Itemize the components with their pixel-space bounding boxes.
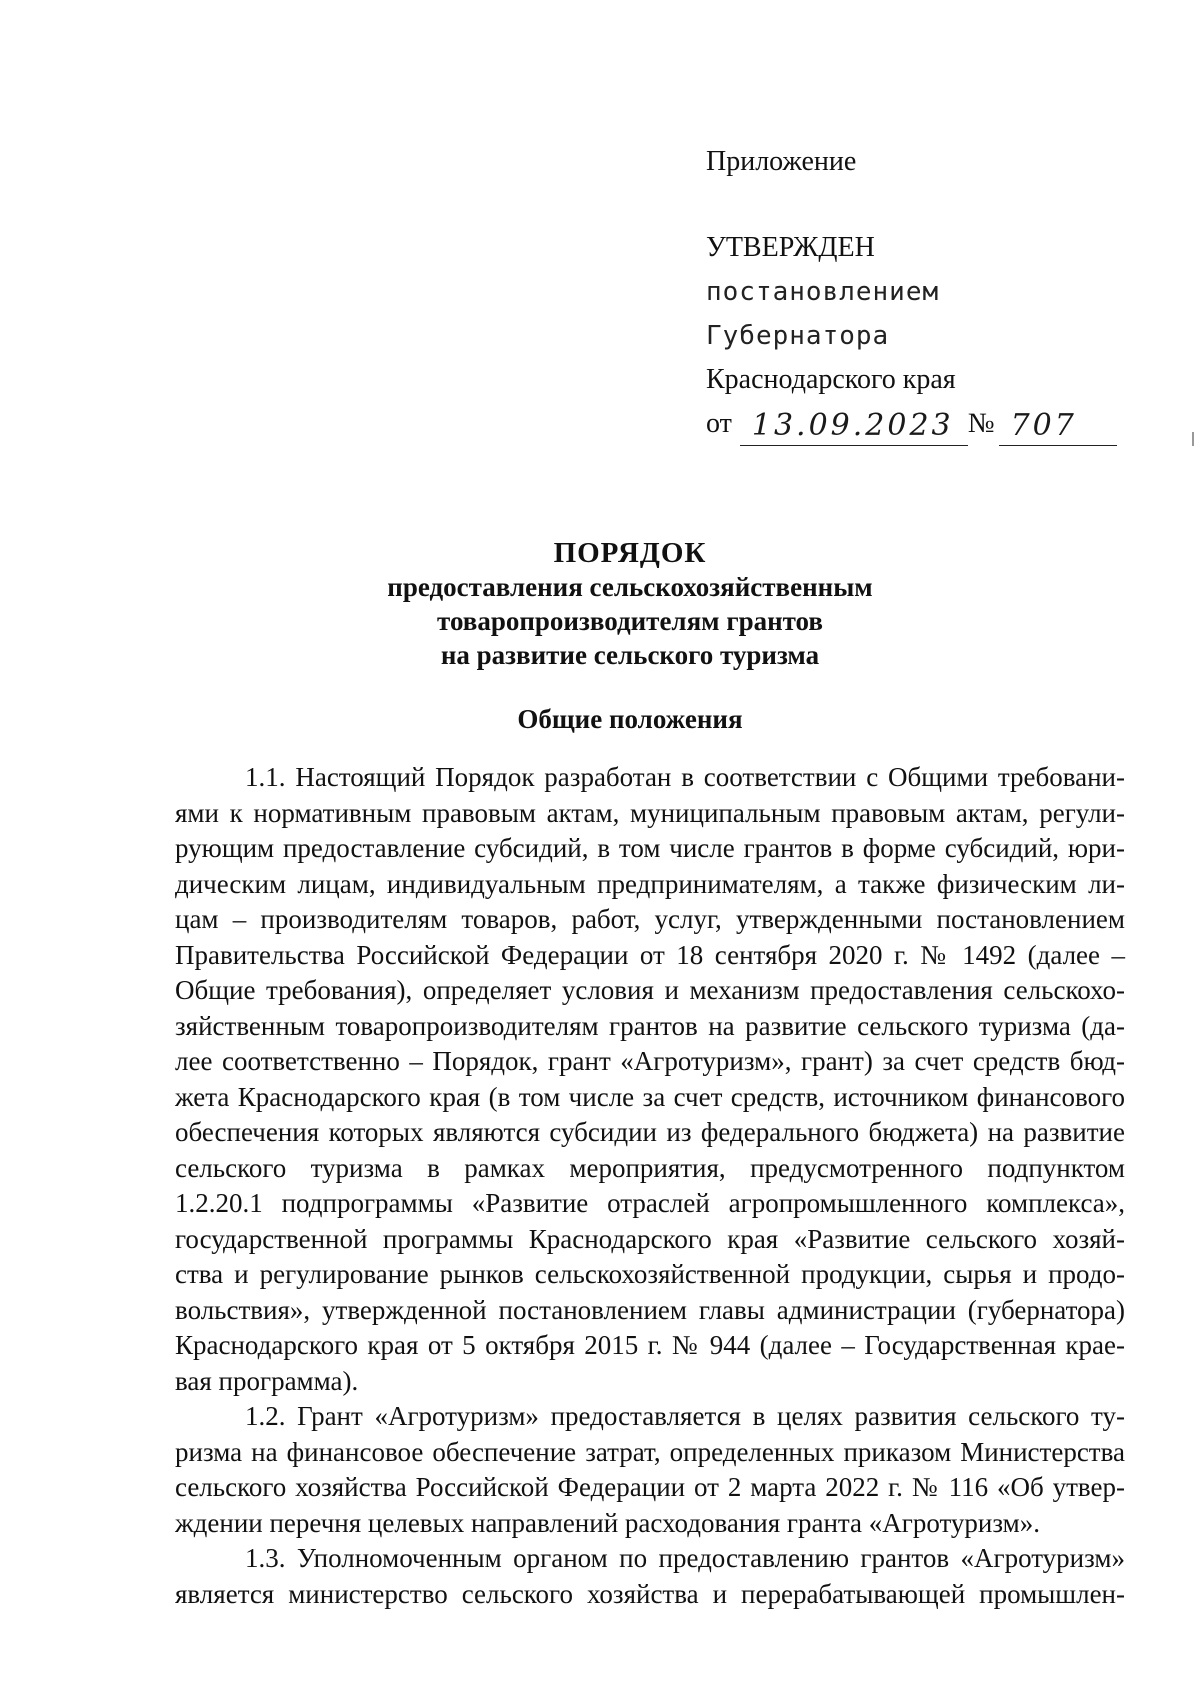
body-line: 1.2. Грант «Агротуризм» предоставляется в целях развития сельского ту-: [245, 1401, 1125, 1431]
body-line: ризма на финансовое обеспечение затрат, определенных приказом Министерства: [175, 1436, 1125, 1467]
document-subtitle-line-1: предоставления сельскохозяйственным: [387, 572, 873, 602]
from-label: от: [706, 408, 732, 439]
body-text: [175, 760, 1125, 1612]
handwritten-date: 13.09.2023: [740, 407, 968, 446]
number-label: №: [967, 408, 995, 439]
document-subtitle-line-2: товаропроизводителям грантов: [437, 606, 823, 636]
body-line: сельского туризма в рамках мероприятия, предусмотренного подпунктом: [175, 1152, 1125, 1183]
body-line: государственной программы Краснодарского края «Развитие сельского хозяй-: [175, 1223, 1125, 1254]
body-line: является министерство сельского хозяйства и перерабатывающей промышлен-: [175, 1578, 1125, 1609]
body-line: цам – производителям товаров, работ, услуг, утвержденными постановлением: [175, 904, 1125, 934]
scan-margin-mark: [1192, 432, 1194, 446]
body-line: зяйственным товаропроизводителям грантов на развитие сельского туризма (да-: [175, 1010, 1125, 1041]
governor-label: Губернатора: [706, 321, 890, 351]
body-line: Правительства Российской Федерации от 18 сентября 2020 г. № 1492 (далее –: [175, 939, 1125, 970]
section-heading: Общие положения: [517, 704, 743, 734]
body-line: 1.3. Уполномоченным органом по предоставлению грантов «Агротуризм»: [245, 1543, 1125, 1573]
appendix-label: Приложение: [706, 146, 857, 177]
decree-date-number: [706, 402, 1146, 446]
body-line: ства и регулирование рынков сельскохозяйственной продукции, сырья и продо-: [175, 1259, 1125, 1289]
handwritten-number: 707: [999, 407, 1117, 446]
document-title: ПОРЯДОК: [553, 537, 707, 569]
body-line: рующим предоставление субсидий, в том числе грантов в форме субсидий, юри-: [175, 833, 1125, 863]
body-line: вая программа).: [175, 1365, 359, 1396]
body-line: обеспечения которых являются субсидии из федерального бюджета) на развитие: [175, 1117, 1125, 1147]
body-line: 1.1. Настоящий Порядок разработан в соответствии с Общими требовани-: [245, 762, 1125, 792]
region-label: Краснодарского края: [706, 364, 956, 395]
body-line: жета Краснодарского края (в том числе за счет средств, источником финансового: [175, 1081, 1125, 1112]
by-decree-label: постановлением: [706, 277, 940, 307]
body-line: ями к нормативным правовым актам, муниципальным правовым актам, регули-: [175, 797, 1125, 828]
body-line: 1.2.20.1 подпрограммы «Развитие отраслей агропромышленного комплекса»,: [175, 1188, 1125, 1218]
document-subtitle-line-3: на развитие сельского туризма: [440, 640, 820, 670]
body-line: дическим лицам, индивидуальным предпринимателям, а также физическим ли-: [175, 868, 1125, 899]
body-line: вольствия», утвержденной постановлением главы администрации (губернатора): [175, 1294, 1125, 1325]
body-line: сельского хозяйства Российской Федерации от 2 марта 2022 г. № 116 «Об утвер-: [175, 1472, 1125, 1502]
spacer: [706, 184, 1146, 226]
body-line: лее соответственно – Порядок, грант «Агротуризм», грант) за счет средств бюд-: [175, 1046, 1125, 1076]
body-line: ждении перечня целевых направлений расходования гранта «Агротуризм».: [175, 1507, 1040, 1538]
body-line: Краснодарского края от 5 октября 2015 г. № 944 (далее – Государственная крае-: [175, 1330, 1125, 1360]
approval-block: [706, 140, 1146, 446]
body-line: Общие требования), определяет условия и механизм предоставления сельскохо-: [175, 975, 1125, 1005]
approved-label: УТВЕРЖДЕН: [706, 232, 875, 263]
